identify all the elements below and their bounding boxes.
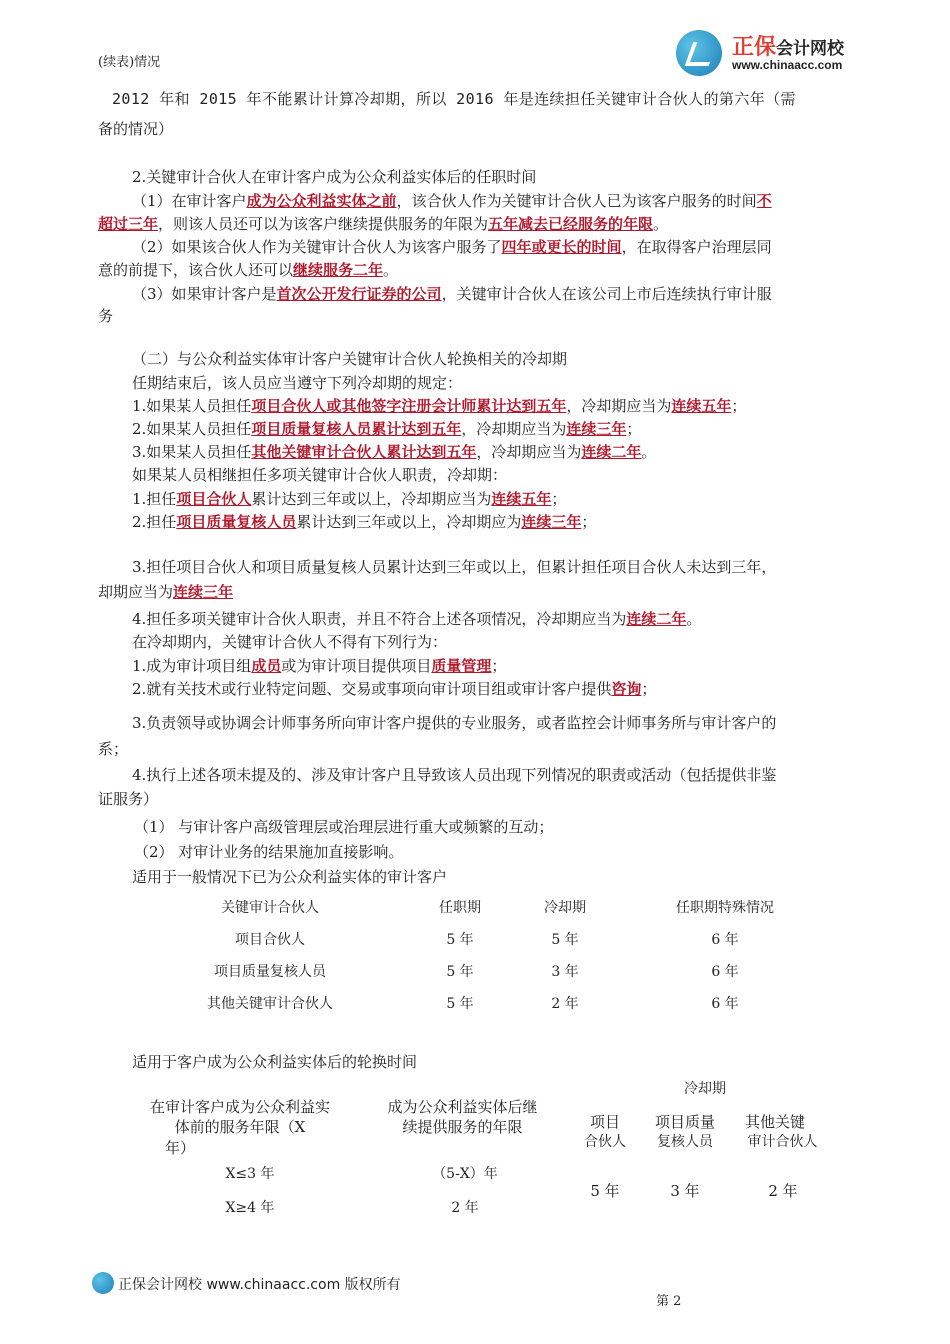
cooling-item-1: 1.如果某人员担任项目合伙人或其他签字注册会计师累计达到五年，冷却期应当为连续五年； (132, 397, 747, 415)
t2-cool-other: 2 年 (768, 1182, 798, 1200)
t1-r2-cool: 3 年 (551, 964, 579, 980)
forbid-lead: 在冷却期内，关键审计合伙人不得有下列行为： (132, 633, 448, 651)
t1-r2-role: 项目质量复核人员 (214, 964, 326, 980)
multi-item-1: 1.担任项目合伙人累计达到三年或以上，冷却期应当为连续五年； (132, 490, 567, 508)
cooling-lead: 任期结束后，该人员应当遵守下列冷却期的规定： (132, 374, 463, 392)
footer-text: 正保会计网校 www.chinaacc.com 版权所有 (118, 1277, 401, 1293)
forbid-item-4-cut: 证服务） (98, 790, 159, 808)
t1-r1-special: 6 年 (711, 932, 739, 948)
sub-item-2: （2） 对审计业务的结果施加直接影响。 (134, 843, 404, 861)
para-2-line-2: 意的前提下，该合伙人还可以继续服务二年。 (98, 261, 399, 279)
t1-r1-cool: 5 年 (551, 932, 579, 948)
forbid-item-3-cut: 3.负责领导或协调会计师事务所向审计客户提供的专业服务，或者监控会计师事务所与审计客户的 (132, 714, 777, 732)
t1-header-special: 任职期特殊情况 (676, 900, 774, 916)
cooling-item-3: 3.如果某人员担任其他关键审计合伙人累计达到五年，冷却期应当为连续二年。 (132, 443, 657, 461)
t2-r2-years: X≥4 年 (225, 1200, 275, 1216)
t2-col3-header-1: 项目 (589, 1113, 620, 1131)
page-number-cut: 第 2 (656, 1294, 682, 1309)
t2-col1-header-2: 体前的服务年限（X (174, 1118, 306, 1136)
forbid-item-4: 4.执行上述各项未提及的、涉及审计客户且导致该人员出现下列情况的职责或活动（包括提供非鉴 (132, 766, 777, 784)
t1-r3-role: 其他关键审计合伙人 (207, 996, 333, 1012)
t1-header-role: 关键审计合伙人 (221, 900, 319, 916)
multi-item-4: 4.担任多项关键审计合伙人职责，并且不符合上述各项情况，冷却期应当为连续二年。 (132, 610, 702, 628)
para-3-line-2: 务 (98, 307, 114, 325)
forbid-item-3-end: 系； (98, 740, 129, 758)
logo-url: www.chinaacc.com (732, 58, 843, 72)
multi-item-3-cut-2: 却期应当为连续三年 (98, 583, 234, 601)
multi-item-3-cut: 3.担任项目合伙人和项目质量复核人员累计达到三年或以上，但累计担任项目合伙人未达到三年， (132, 558, 777, 576)
forbid-item-1: 1.成为审计项目组成员或为审计项目提供项目质量管理； (132, 657, 507, 675)
t2-col3-header-2: 合伙人 (584, 1134, 626, 1150)
t2-r1-years: X≤3 年 (225, 1166, 275, 1182)
t1-r2-special: 6 年 (711, 964, 739, 980)
footer-logo-icon (92, 1272, 114, 1294)
t2-cool-reviewer: 3 年 (670, 1182, 700, 1200)
t1-header-term: 任职期 (439, 900, 481, 916)
para-1-line-2: 超过三年，则该人员还可以为该客户继续提供服务的年限为五年减去已经服务的年限。 (98, 215, 669, 233)
intro-line-1: 2012 年和 2015 年不能累计计算冷却期，所以 2016 年是连续担任关键审计合伙人的第六年（需 (112, 90, 796, 108)
t1-r1-term: 5 年 (446, 932, 474, 948)
t2-col2-header-1: 成为公众利益实体后继 (387, 1098, 538, 1116)
t1-r1-role: 项目合伙人 (235, 932, 305, 948)
t1-r2-term: 5 年 (446, 964, 474, 980)
table-2-note: 适用于客户成为公众利益实体后的轮换时间 (132, 1053, 418, 1071)
brand-logo (676, 22, 916, 82)
multi-item-2: 2.担任项目质量复核人员累计达到三年或以上，冷却期应为连续三年； (132, 513, 597, 531)
t2-cool-header: 冷却期 (684, 1081, 726, 1097)
top-cut-text: (续表)情况 (98, 55, 161, 70)
t2-col4-header-1: 项目质量 (654, 1113, 715, 1131)
logo-mark-icon (676, 30, 722, 76)
para-2-line-1: （2）如果该合伙人作为关键审计合伙人为该客户服务了四年或更长的时间，在取得客户治理层同 (132, 238, 772, 256)
table-1-note: 适用于一般情况下已为公众利益实体的审计客户 (132, 868, 448, 886)
cooling-title: （二）与公众利益实体审计客户关键审计合伙人轮换相关的冷却期 (132, 350, 568, 368)
t1-r3-special: 6 年 (711, 996, 739, 1012)
t2-col1-header-3: 年） (164, 1139, 195, 1157)
intro-line-2: 备的情况） (98, 120, 174, 138)
t2-col4-header-2: 复核人员 (657, 1134, 713, 1150)
t2-cool-partner: 5 年 (590, 1182, 620, 1200)
forbid-item-2: 2.就有关技术或行业特定问题、交易或事项向审计项目组或审计客户提供咨询； (132, 680, 657, 698)
t2-col5-header-1: 其他关键 (744, 1113, 805, 1131)
t2-col2-header-2: 续提供服务的年限 (402, 1118, 523, 1136)
cooling-item-2: 2.如果某人员担任项目质量复核人员累计达到五年，冷却期应当为连续三年； (132, 420, 642, 438)
para-1-line-1: （1）在审计客户成为公众利益实体之前，该合伙人作为关键审计合伙人已为该客户服务的时间不 (132, 192, 772, 210)
section-2-title: 2.关键审计合伙人在审计客户成为公众利益实体后的任职时间 (132, 168, 537, 186)
t2-r2-remaining: 2 年 (451, 1200, 479, 1216)
sub-item-1: （1） 与审计客户高级管理层或治理层进行重大或频繁的互动； (134, 818, 554, 836)
t1-r3-term: 5 年 (446, 996, 474, 1012)
logo-name: 正保会计网校 (732, 34, 845, 59)
multi-role-lead: 如果某人员相继担任多项关键审计合伙人职责，冷却期： (132, 466, 508, 484)
t2-col1-header-1: 在审计客户成为公众利益实 (149, 1098, 330, 1116)
t2-r1-remaining: （5-X）年 (432, 1166, 498, 1182)
para-3-line-1: （3）如果审计客户是首次公开发行证券的公司，关键审计合伙人在该公司上市后连续执行审计服 (132, 285, 772, 303)
t1-r3-cool: 2 年 (551, 996, 579, 1012)
t1-header-cool: 冷却期 (544, 900, 586, 916)
t2-col5-header-2: 审计合伙人 (747, 1134, 818, 1150)
